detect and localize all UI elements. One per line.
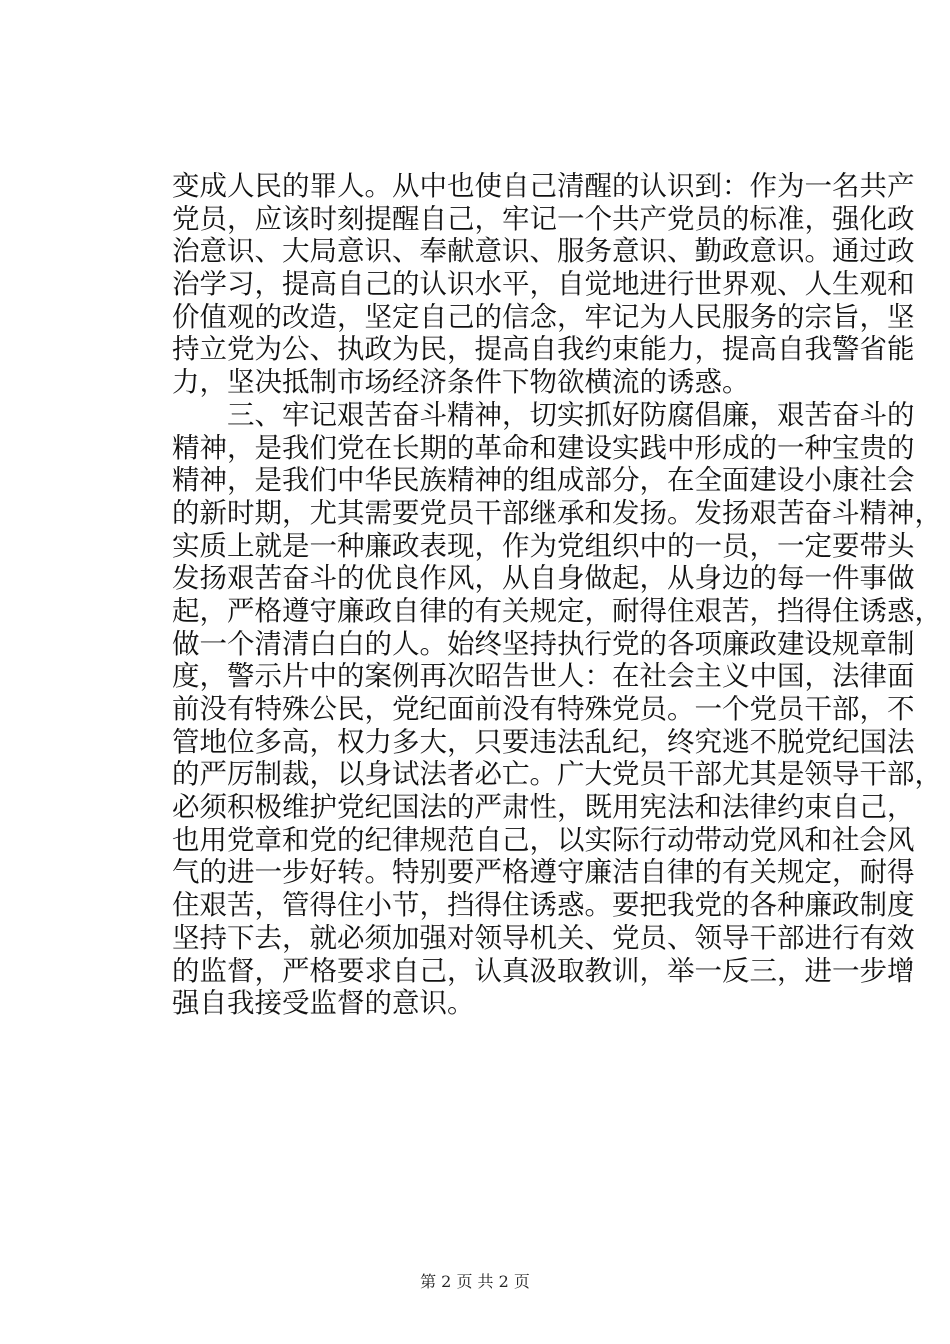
text-line: 党员，应该时刻提醒自己，牢记一个共产党员的标准，强化政 <box>172 202 915 235</box>
text-line: 管地位多高，权力多大，只要违法乱纪，终究逃不脱党纪国法 <box>172 725 915 758</box>
text-line: 实质上就是一种廉政表现，作为党组织中的一员，一定要带头 <box>172 529 915 562</box>
text-line: 发扬艰苦奋斗的优良作风，从自身做起，从身边的每一件事做 <box>172 562 915 595</box>
text-line: 价值观的改造，坚定自己的信念，牢记为人民服务的宗旨，坚 <box>172 300 915 333</box>
text-line: 坚持下去，就必须加强对领导机关、党员、领导干部进行有效 <box>172 921 915 954</box>
text-line: 起，严格遵守廉政自律的有关规定，耐得住艰苦，挡得住诱惑， <box>172 594 942 627</box>
text-line: 的严厉制裁，以身试法者必亡。广大党员干部尤其是领导干部， <box>172 758 942 791</box>
text-line: 的新时期，尤其需要党员干部继承和发扬。发扬艰苦奋斗精神， <box>172 496 942 529</box>
text-line: 做一个清清白白的人。始终坚持执行党的各项廉政建设规章制 <box>172 627 915 660</box>
text-line: 的监督，严格要求自己，认真汲取教训，举一反三，进一步增 <box>172 954 915 987</box>
text-line: 变成人民的罪人。从中也使自己清醒的认识到：作为一名共产 <box>172 170 915 202</box>
text-line: 治学习，提高自己的认识水平，自觉地进行世界观、人生观和 <box>172 268 915 301</box>
text-line: 气的进一步好转。特别要严格遵守廉洁自律的有关规定，耐得 <box>172 856 915 889</box>
body-text <box>172 170 942 1020</box>
text-line: 住艰苦，管得住小节，挡得住诱惑。要把我党的各种廉政制度 <box>172 889 915 922</box>
page-footer <box>0 1272 950 1292</box>
text-line: 度，警示片中的案例再次昭告世人：在社会主义中国，法律面 <box>172 660 915 693</box>
text-line: 也用党章和党的纪律规范自己，以实际行动带动党风和社会风 <box>172 823 915 856</box>
text-line: 精神，是我们党在长期的革命和建设实践中形成的一种宝贵的 <box>172 431 915 464</box>
page-number-label: 第 2 页 共 2 页 <box>420 1272 530 1291</box>
text-line: 三、牢记艰苦奋斗精神，切实抓好防腐倡廉，艰苦奋斗的 <box>172 398 915 431</box>
text-line: 精神，是我们中华民族精神的组成部分，在全面建设小康社会 <box>172 464 915 497</box>
text-line: 强自我接受监督的意识。 <box>172 987 475 1020</box>
text-line: 治意识、大局意识、奉献意识、服务意识、勤政意识。通过政 <box>172 235 915 268</box>
text-line: 持立党为公、执政为民，提高自我约束能力，提高自我警省能 <box>172 333 915 366</box>
text-line: 必须积极维护党纪国法的严肃性，既用宪法和法律约束自己， <box>172 791 915 824</box>
text-line: 前没有特殊公民，党纪面前没有特殊党员。一个党员干部，不 <box>172 693 915 725</box>
text-line: 力，坚决抵制市场经济条件下物欲横流的诱惑。 <box>172 366 750 399</box>
